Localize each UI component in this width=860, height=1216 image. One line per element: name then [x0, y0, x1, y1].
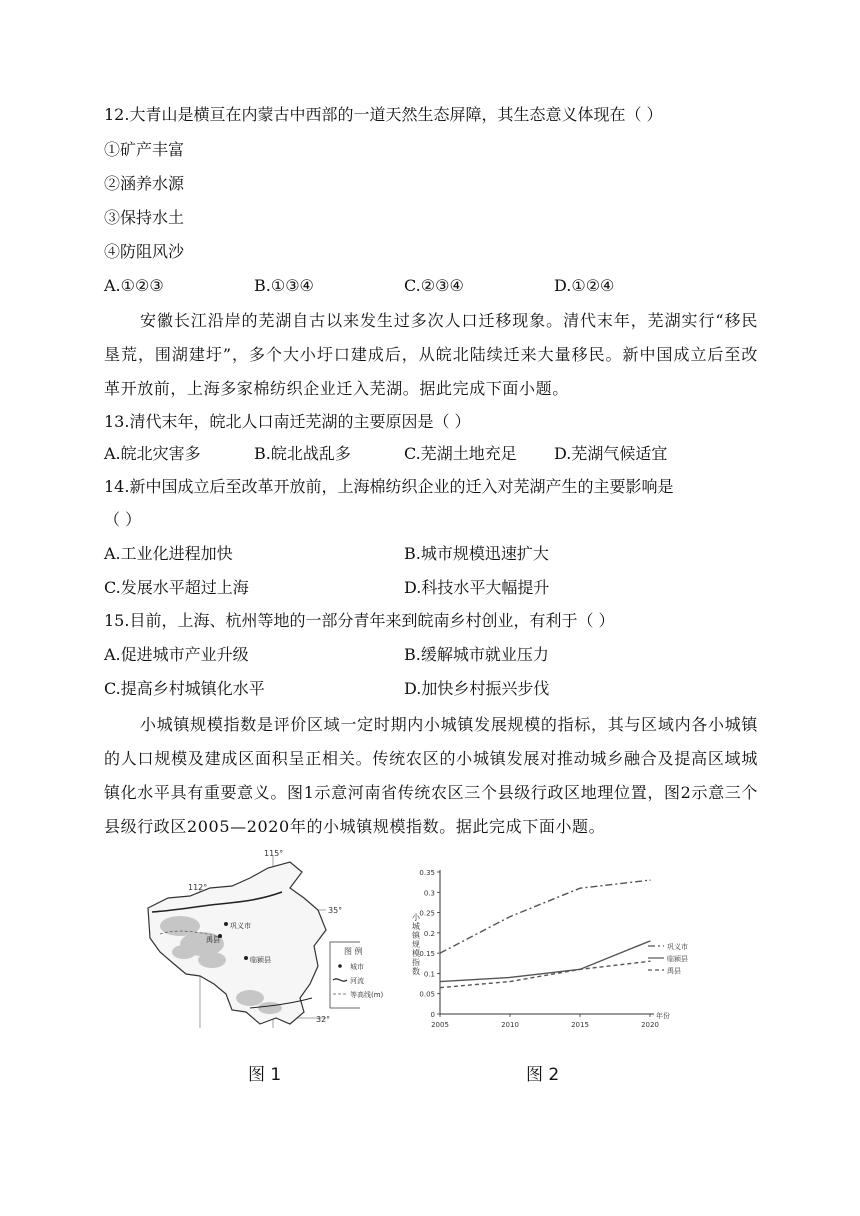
q12-option-b: B.①③④: [254, 276, 314, 295]
q14-stem: 14.新中国成立后至改革开放前，上海棉纺织企业的迁入对芜湖产生的主要影响是: [104, 477, 674, 496]
series-1-point: [509, 977, 510, 978]
legend-contour-label: 等高线(m): [350, 991, 384, 999]
passage-wuhu: 安徽长江沿岸的芜湖自古以来发生过多次人口迁移现象。清代末年，芜湖实行“移民垦荒，围湖建圩”，多个大小圩口建成后，从皖北陆续迁来大量移民。新中国成立后至改革开放前，上海多家棉纺织企业迁入芜湖。据此完成下面小题。: [104, 311, 758, 398]
y-tick-label: 0.15: [419, 950, 435, 959]
label-yuxian: 禹县: [206, 936, 220, 944]
q14-option-b: B.城市规模迅速扩大: [404, 544, 549, 563]
series-1-point: [649, 940, 650, 941]
y-tick-label: 0.3: [423, 889, 435, 898]
legend-label-0: 巩义市: [667, 943, 688, 951]
q12-stem: 12.大青山是横亘在内蒙古中西部的一道天然生态屏障，其生态意义体现在（ ）: [104, 105, 663, 124]
q14-stem-cont: （ ）: [104, 510, 142, 529]
legend-city-symbol: [338, 964, 342, 968]
x-axis-label: 年份: [656, 1012, 670, 1020]
q12-item-4: ④防阻风沙: [104, 242, 185, 261]
series-line-0: [440, 880, 650, 953]
passage-small-towns: 小城镇规模指数是评价区域一定时期内小城镇发展规模的指标，其与区域内各小城镇的人口规模及建成区面积呈正相关。传统农区的小城镇发展对推动城乡融合及提高区域城镇化水平具有重要意义。图1示意河南省传统农区三个县级行政区地理位置，图2示意三个县级行政区2005—2020年的小城镇规模指数。据此完成下面小题。: [104, 715, 758, 836]
series-line-2: [440, 961, 650, 987]
series-0-point: [509, 916, 510, 917]
label-lat-32: 32°: [316, 1015, 331, 1024]
q12-option-c: C.②③④: [404, 276, 464, 295]
x-tick-label: 2015: [571, 1021, 589, 1029]
figure-2-chart: [404, 860, 714, 1040]
series-1-point: [439, 981, 440, 982]
legend-city-label: 城市: [350, 963, 364, 971]
y-axis-label: 小城镇规模指数: [412, 913, 420, 976]
y-tick-label: 0.2: [423, 929, 435, 938]
q12-item-1: ①矿产丰富: [104, 140, 185, 159]
q12-option-d: D.①②④: [554, 276, 615, 295]
series-2-point: [579, 969, 580, 970]
q15-option-a: A.促进城市产业升级: [104, 645, 249, 664]
q14-option-a: A.工业化进程加快: [104, 544, 233, 563]
city-linying-marker: [244, 956, 248, 960]
legend-title: 图 例: [344, 947, 363, 956]
series-2-point: [439, 987, 440, 988]
q12-item-2: ②涵养水源: [104, 174, 185, 193]
label-linying: 临颍县: [250, 956, 271, 964]
y-tick-label: 0.05: [419, 990, 435, 999]
q13-option-c: C.芜湖土地充足: [404, 444, 517, 463]
q15-option-d: D.加快乡村振兴步伐: [404, 679, 550, 698]
legend-river-label: 河流: [350, 977, 364, 985]
legend-river-symbol: [333, 979, 347, 981]
figure-1-map: [140, 848, 360, 1038]
series-2-point: [649, 961, 650, 962]
q14-option-d: D.科技水平大幅提升: [404, 578, 550, 597]
figure-1-legend: [330, 942, 400, 1008]
label-lat-35: 35°: [328, 906, 343, 915]
y-tick-label: 0: [430, 1011, 435, 1019]
q12-item-3: ③保持水土: [104, 208, 185, 227]
figure-1-caption: 图 1: [248, 1065, 282, 1085]
q13-option-b: B.皖北战乱多: [254, 444, 351, 463]
label-lon-115: 115°: [264, 849, 284, 858]
x-tick-label: 2010: [501, 1021, 519, 1029]
q12-option-a: A.①②③: [104, 276, 164, 295]
label-gongyi: 巩义市: [230, 922, 251, 930]
q15-option-b: B.缓解城市就业压力: [404, 645, 549, 664]
q14-option-c: C.发展水平超过上海: [104, 578, 249, 597]
series-2-point: [509, 981, 510, 982]
q13-stem: 13.清代末年，皖北人口南迁芜湖的主要原因是（ ）: [104, 412, 471, 431]
x-tick-label: 2020: [641, 1021, 659, 1029]
y-tick-label: 0.25: [419, 909, 435, 918]
series-0-point: [649, 880, 650, 881]
series-0-point: [439, 953, 440, 954]
label-lon-112: 112°: [188, 883, 208, 892]
series-0-point: [579, 888, 580, 889]
y-tick-label: 0.1: [423, 970, 435, 979]
legend-label-2: 禹县: [667, 967, 681, 975]
q15-stem: 15.目前，上海、杭州等地的一部分青年来到皖南乡村创业，有利于（ ）: [104, 611, 615, 630]
q13-option-a: A.皖北灾害多: [104, 444, 201, 463]
legend-label-1: 临颍县: [667, 955, 688, 963]
y-tick-label: 0.35: [419, 869, 435, 877]
q13-option-d: D.芜湖气候适宜: [554, 444, 668, 463]
city-gongyi-marker: [224, 922, 228, 926]
figure-2-caption: 图 2: [526, 1065, 560, 1085]
x-tick-label: 2005: [431, 1021, 449, 1029]
q15-option-c: C.提高乡村城镇化水平: [104, 679, 265, 698]
